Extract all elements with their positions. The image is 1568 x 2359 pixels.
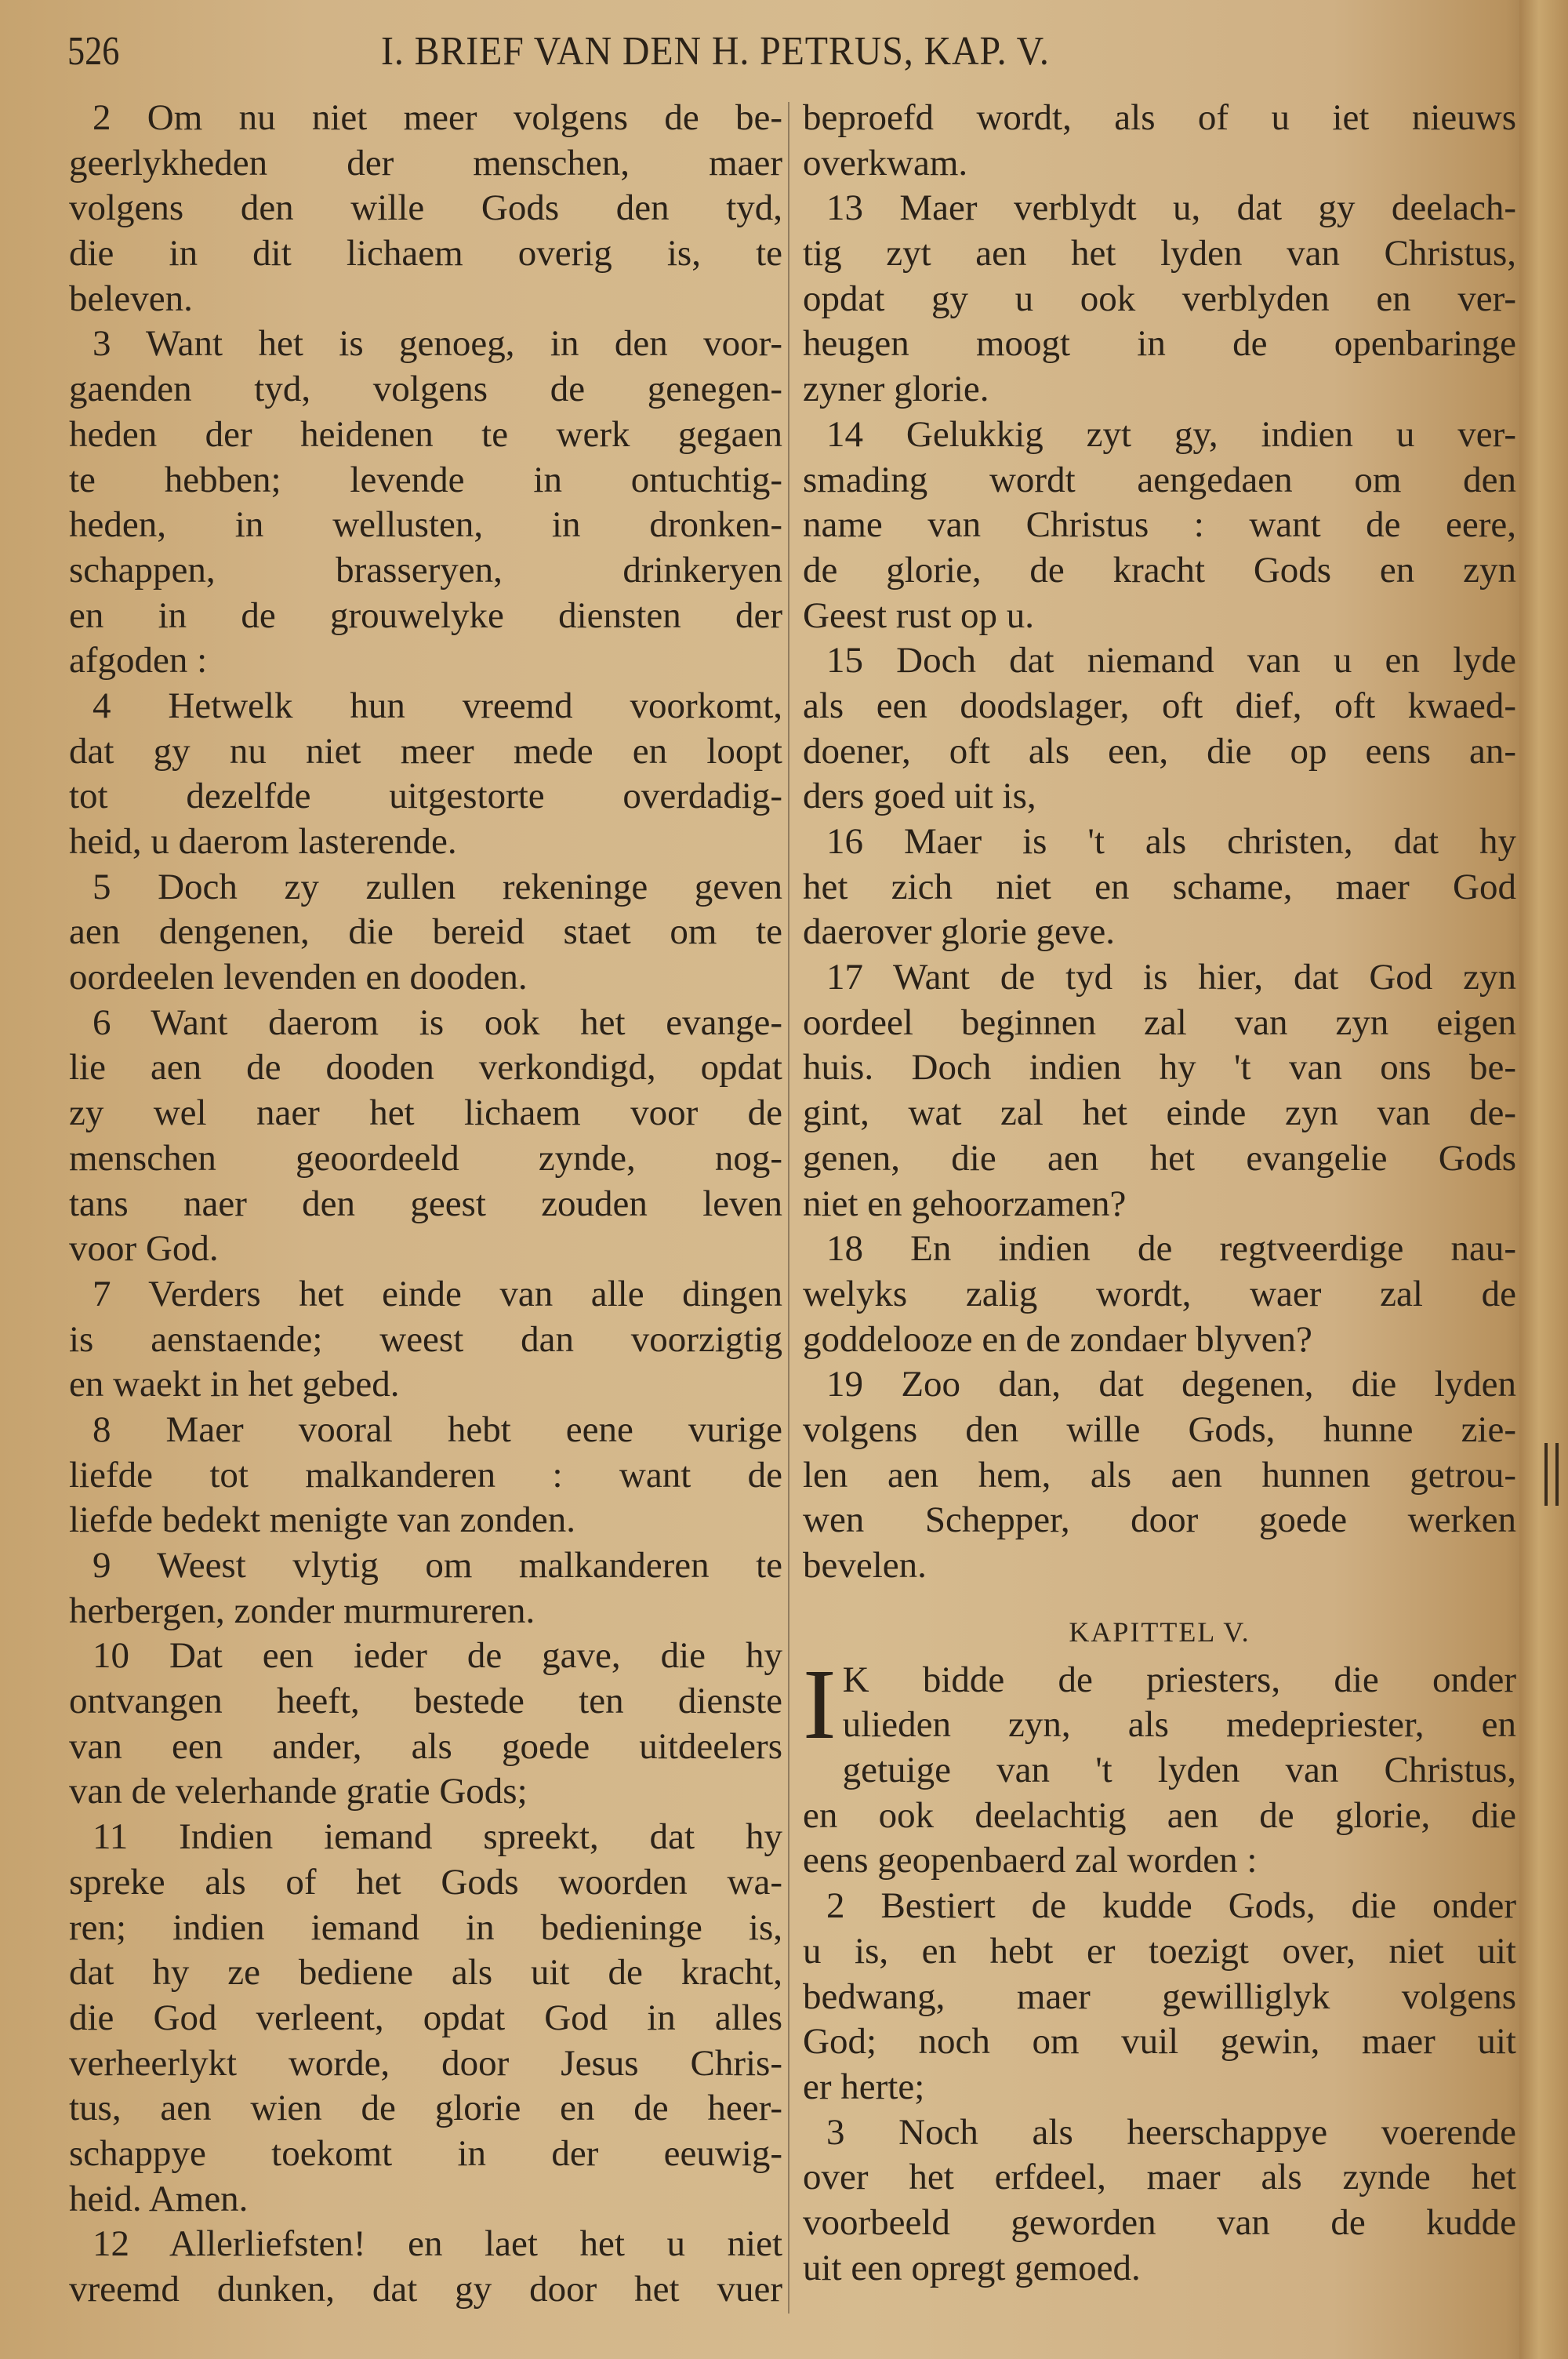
- text-line: 6 Want daerom is ook het evange-: [93, 1001, 782, 1043]
- text-line: 17 Want de tyd is hier, dat God zyn: [826, 957, 1516, 998]
- chapter-5-verses: [803, 1648, 1516, 2292]
- text-line: 16 Maer is 't als christen, dat hy: [826, 821, 1516, 862]
- text-line: Geest rust op u.: [803, 594, 1035, 636]
- text-line: K bidde de priesters, die onder: [842, 1659, 1516, 1700]
- text-line: zyner glorie.: [803, 369, 989, 410]
- text-line: ders goed uit is,: [803, 776, 1036, 817]
- text-line: is aenstaende; weest dan voorzigtig: [69, 1318, 782, 1360]
- text-line: liefde tot malkanderen : want de: [69, 1454, 782, 1496]
- text-line: heid. Amen.: [69, 2178, 249, 2219]
- verse-paragraph: [69, 1634, 782, 1815]
- text-line: 3 Want het is genoeg, in den voor-: [93, 323, 782, 365]
- text-line: gaenden tyd, volgens de genegen-: [69, 369, 782, 410]
- text-line: bedwang, maer gewilliglyk volgens: [803, 1976, 1516, 2017]
- text-line: 14 Gelukkig zyt gy, indien u ver-: [826, 413, 1516, 455]
- verse-paragraph: [803, 955, 1516, 1227]
- text-line: huis. Doch indien hy 't van ons be-: [803, 1047, 1516, 1089]
- text-line: voorbeeld geworden van de kudde: [803, 2201, 1516, 2243]
- text-line: genen, die aen het evangelie Gods: [803, 1137, 1516, 1179]
- text-line: smading wordt aengedaen om den: [803, 459, 1516, 500]
- text-line: God; noch om vuil gewin, maer uit: [803, 2021, 1516, 2063]
- verse-paragraph: [69, 2222, 782, 2312]
- text-line: van een ander, als goede uitdeelers: [69, 1725, 782, 1767]
- text-line: en ook deelachtig aen de glorie, die: [803, 1794, 1516, 1836]
- text-line: volgens den wille Gods den tyd,: [69, 187, 782, 229]
- text-line: spreke als of het Gods woorden wa-: [69, 1861, 782, 1903]
- page-number: 526: [67, 29, 120, 74]
- left-column: [69, 96, 782, 2313]
- text-line: overkwam.: [803, 142, 968, 184]
- column-divider: [788, 102, 789, 2314]
- verse-paragraph: [69, 322, 782, 684]
- text-line: geerlykheden der menschen, maer: [69, 142, 782, 184]
- text-line: 4 Hetwelk hun vreemd voorkomt,: [93, 685, 782, 726]
- page-header: [67, 28, 1518, 83]
- text-line: volgens den wille Gods, hunne zie-: [803, 1408, 1516, 1450]
- text-line: niet en gehoorzamen?: [803, 1183, 1127, 1224]
- text-line: oordeel beginnen zal van zyn eigen: [803, 1001, 1516, 1043]
- text-line: voor God.: [69, 1228, 219, 1270]
- text-line: schappye toekomt in der eeuwig-: [69, 2132, 782, 2174]
- text-line: dat gy nu niet meer mede en loopt: [69, 730, 782, 772]
- text-line: schappen, brasseryen, drinkeryen: [69, 549, 782, 591]
- text-line: 11 Indien iemand spreekt, dat hy: [93, 1816, 782, 1858]
- verse-paragraph: [803, 413, 1516, 638]
- verse-paragraph: [803, 820, 1516, 955]
- next-page-initial-mark: [1544, 1443, 1559, 1506]
- text-line: 2 Bestiert de kudde Gods, die onder: [826, 1885, 1516, 1927]
- text-line: beproefd wordt, als of u iet nieuws: [803, 97, 1516, 138]
- verse-paragraph: [69, 1272, 782, 1408]
- text-line: 3 Noch als heerschappye voerende: [826, 2111, 1516, 2153]
- text-line: 19 Zoo dan, dat degenen, die lyden: [826, 1364, 1516, 1405]
- chapter-heading: KAPITTEL V.: [1069, 1616, 1250, 1648]
- chapter-4-verses: [803, 96, 1516, 1589]
- verse-paragraph: [803, 96, 1516, 186]
- right-column: [803, 96, 1516, 2291]
- verse-paragraph: [69, 1543, 782, 1634]
- text-line: heden der heidenen te werk gegaen: [69, 413, 782, 455]
- text-line: 18 En indien de regtveerdige nau-: [826, 1228, 1516, 1270]
- text-line: ulieden zyn, als medepriester, en: [842, 1704, 1516, 1746]
- text-line: heid, u daerom lasterende.: [69, 821, 457, 862]
- next-page-edge: [1519, 0, 1568, 2359]
- text-line: die in dit lichaem overig is, te: [69, 233, 782, 274]
- verse-paragraph: [803, 186, 1516, 412]
- text-line: eens geopenbaerd zal worden :: [803, 1840, 1258, 1881]
- text-line: lie aen de dooden verkondigd, opdat: [69, 1047, 782, 1089]
- text-line: daerover glorie geve.: [803, 911, 1115, 953]
- text-line: welyks zalig wordt, waer zal de: [803, 1273, 1516, 1314]
- text-line: het zich niet en schame, maer God: [803, 866, 1516, 907]
- text-line: de glorie, de kracht Gods en zyn: [803, 549, 1516, 591]
- text-line: 10 Dat een ieder de gave, die hy: [93, 1635, 782, 1677]
- text-line: te hebben; levende in ontuchtig-: [69, 459, 782, 500]
- text-line: 8 Maer vooral hebt eene vurige: [93, 1408, 782, 1450]
- text-line: heden, in wellusten, in dronken-: [69, 504, 782, 546]
- text-line: len aen hem, als aen hunnen getrou-: [803, 1454, 1516, 1496]
- text-line: oordeelen levenden en dooden.: [69, 957, 528, 998]
- text-line: verheerlykt worde, door Jesus Chris-: [69, 2042, 782, 2084]
- verse-paragraph: [69, 684, 782, 865]
- text-line: doener, oft als een, die op eens an-: [803, 730, 1516, 772]
- text-line: over het erfdeel, maer als zynde het: [803, 2157, 1516, 2198]
- verse-paragraph: [803, 1884, 1516, 2110]
- text-line: uit een opregt gemoed.: [803, 2247, 1141, 2288]
- text-line: afgoden :: [69, 640, 208, 682]
- text-line: tus, aen wien de glorie en de heer-: [69, 2088, 782, 2129]
- text-line: beleven.: [69, 278, 193, 319]
- text-line: opdat gy u ook verblyden en ver-: [803, 278, 1516, 319]
- text-line: 13 Maer verblydt u, dat gy deelach-: [826, 187, 1516, 229]
- verse-paragraph: [69, 1001, 782, 1272]
- verse-paragraph: [69, 96, 782, 322]
- text-line: van de velerhande gratie Gods;: [69, 1771, 528, 1812]
- text-line: getuige van 't lyden van Christus,: [842, 1750, 1516, 1791]
- verse-paragraph: [803, 1648, 1516, 1884]
- text-line: vreemd dunken, dat gy door het vuer: [69, 2269, 782, 2310]
- text-line: er herte;: [803, 2066, 925, 2107]
- text-line: die God verleent, opdat God in alles: [69, 1997, 782, 2038]
- text-line: herbergen, zonder murmureren.: [69, 1590, 535, 1631]
- text-line: tans naer den geest zouden leven: [69, 1183, 782, 1224]
- text-line: 9 Weest vlytig om malkanderen te: [93, 1545, 782, 1586]
- text-line: 12 Allerliefsten! en laet het u niet: [93, 2223, 782, 2265]
- text-line: en in de grouwelyke diensten der: [69, 594, 782, 636]
- text-line: 15 Doch dat niemand van u en lyde: [826, 640, 1516, 682]
- text-line: als een doodslager, oft dief, oft kwaed-: [803, 685, 1516, 726]
- text-line: 7 Verders het einde van alle dingen: [93, 1273, 782, 1314]
- text-line: tot dezelfde uitgestorte overdadig-: [69, 776, 782, 817]
- text-line: en waekt in het gebed.: [69, 1364, 400, 1405]
- verse-paragraph: [69, 1815, 782, 2222]
- text-line: 5 Doch zy zullen rekeninge geven: [93, 866, 782, 907]
- verse-paragraph: [69, 865, 782, 1001]
- text-line: tig zyt aen het lyden van Christus,: [803, 233, 1516, 274]
- text-line: menschen geoordeeld zynde, nog-: [69, 1137, 782, 1179]
- text-line: aen dengenen, die bereid staet om te: [69, 911, 782, 953]
- text-line: gint, wat zal het einde zyn van de-: [803, 1092, 1516, 1134]
- text-line: liefde bedekt menigte van zonden.: [69, 1499, 575, 1541]
- text-line: zy wel naer het lichaem voor de: [69, 1092, 782, 1134]
- text-line: wen Schepper, door goede werken: [803, 1499, 1516, 1541]
- text-line: goddelooze en de zondaer blyven?: [803, 1318, 1312, 1360]
- text-line: u is, en hebt er toezigt over, niet uit: [803, 1930, 1516, 1972]
- verse-paragraph: [803, 2110, 1516, 2292]
- text-line: ontvangen heeft, bestede ten dienste: [69, 1681, 782, 1722]
- running-title: I. BRIEF VAN DEN H. PETRUS, KAP. V.: [381, 29, 1050, 74]
- verse-paragraph: [803, 1227, 1516, 1362]
- drop-cap: I: [803, 1648, 837, 1760]
- text-line: bevelen.: [803, 1545, 927, 1586]
- text-line: ren; indien iemand in bedieninge is,: [69, 1906, 782, 1948]
- verse-paragraph: [803, 638, 1516, 820]
- text-line: heugen moogt in de openbaringe: [803, 323, 1516, 365]
- text-line: name van Christus : want de eere,: [803, 504, 1516, 546]
- text-line: dat hy ze bediene als uit de kracht,: [69, 1952, 782, 1994]
- verse-paragraph: [803, 1362, 1516, 1588]
- verse-paragraph: [69, 1408, 782, 1543]
- text-line: 2 Om nu niet meer volgens de be-: [93, 97, 782, 138]
